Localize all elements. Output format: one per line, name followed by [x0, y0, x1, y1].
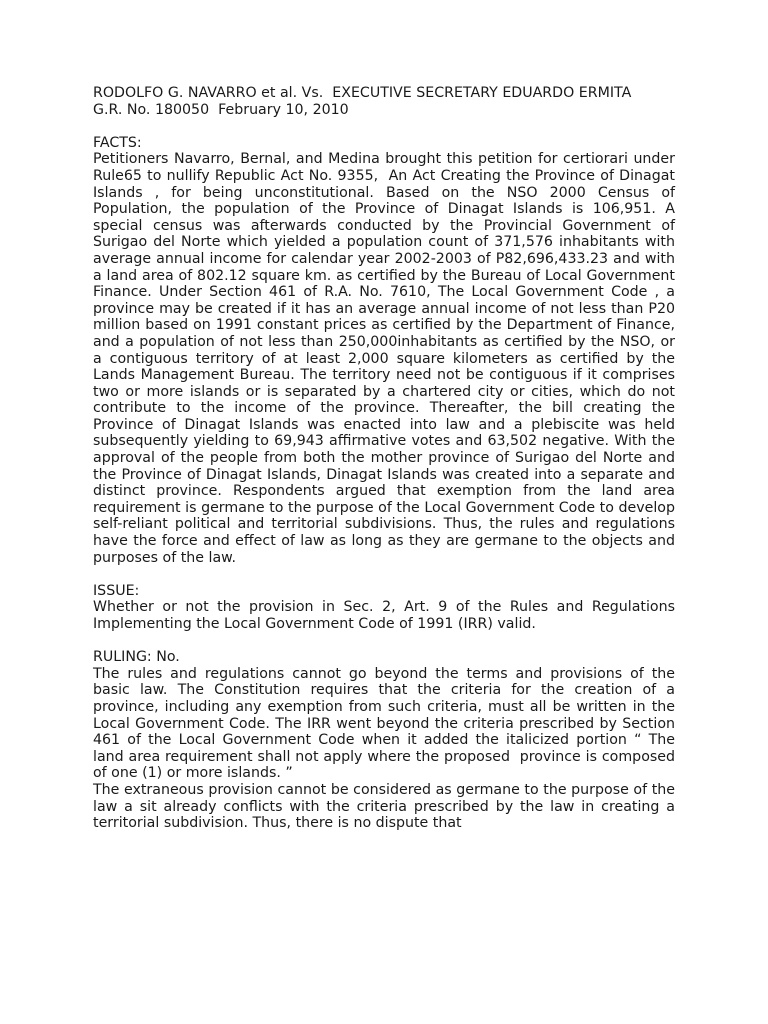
facts-heading: FACTS:	[93, 134, 142, 151]
issue-body: Whether or not the provision in Sec. 2, Art. 9 of the Rules and Regulations Implementing the Local Government Code of 1991 (IRR) valid.	[93, 599, 680, 632]
case-title: RODOLFO G. NAVARRO et al. Vs. EXECUTIVE SECRETARY EDUARDO ERMITA	[93, 85, 632, 101]
ruling-body-paragraph-1: The rules and regulations cannot go beyond the terms and provisions of the basic law. The Constitution requires that the criteria for the creation of a province, including any exemption from such criteria, must all be written in the Local Government Code. The IRR went beyond the criteria prescribed by Section 461 of the Local Government Code when it added the italicized portion “ The land area requirement shall not apply where the proposed province is composed of one (1) or more islands. ”	[93, 665, 680, 782]
case-number-date: G.R. No. 180050 February 10, 2010	[93, 101, 349, 118]
document-page	[93, 85, 680, 832]
facts-body: Petitioners Navarro, Bernal, and Medina brought this petition for certiorari under Rule65 to nullify Republic Act No. 9355, An Act Creating the Province of Dinagat Islands , for being unconstitutional. Based on the NSO 2000 Census of Population, the population of the Province of Dinagat Islands is 106,951. A special census was afterwards conducted by the Provincial Government of Surigao del Norte which yielded a population count of 371,576 inhabitants with average annual income for calendar year 2002-2003 of P82,696,433.23 and with a land area of 802.12 square km. as certified by the Bureau of Local Government Finance. Under Section 461 of R.A. No. 7610, The Local Government Code , a province may be created if it has an average annual income of not less than P20 million based on 1991 constant prices as certified by the Department of Finance, and a population of not less than 250,000inhabitants as certified by the NSO, or a contiguous territory of at least 2,000 square kilometers as certified by the Lands Management Bureau. The territory need not be contiguous if it comprises two or more islands or is separated by a chartered city or cities, which do not contribute to the income of the province. Thereafter, the bill creating the Province of Dinagat Islands was enacted into law and a plebiscite was held subsequently yielding to 69,943 affirmative votes and 63,502 negative. With the approval of the people from both the mother province of Surigao del Norte and the Province of Dinagat Islands, Dinagat Islands was created into a separate and distinct province. Respondents argued that exemption from the land area requirement is germane to the purpose of the Local Government Code to develop self-reliant political and territorial subdivisions. Thus, the rules and regulations have the force and effect of law as long as they are germane to the objects and purposes of the law.	[93, 151, 680, 566]
spacer	[93, 633, 675, 650]
ruling-heading: RULING: No.	[93, 649, 180, 666]
spacer	[93, 566, 675, 583]
issue-heading: ISSUE:	[93, 582, 140, 599]
spacer	[93, 118, 675, 135]
ruling-body-paragraph-2: The extraneous provision cannot be considered as germane to the purpose of the law a sit already conflicts with the criteria prescribed by the law in creating a territorial subdivision. Thus, there is no dispute that	[93, 781, 680, 832]
